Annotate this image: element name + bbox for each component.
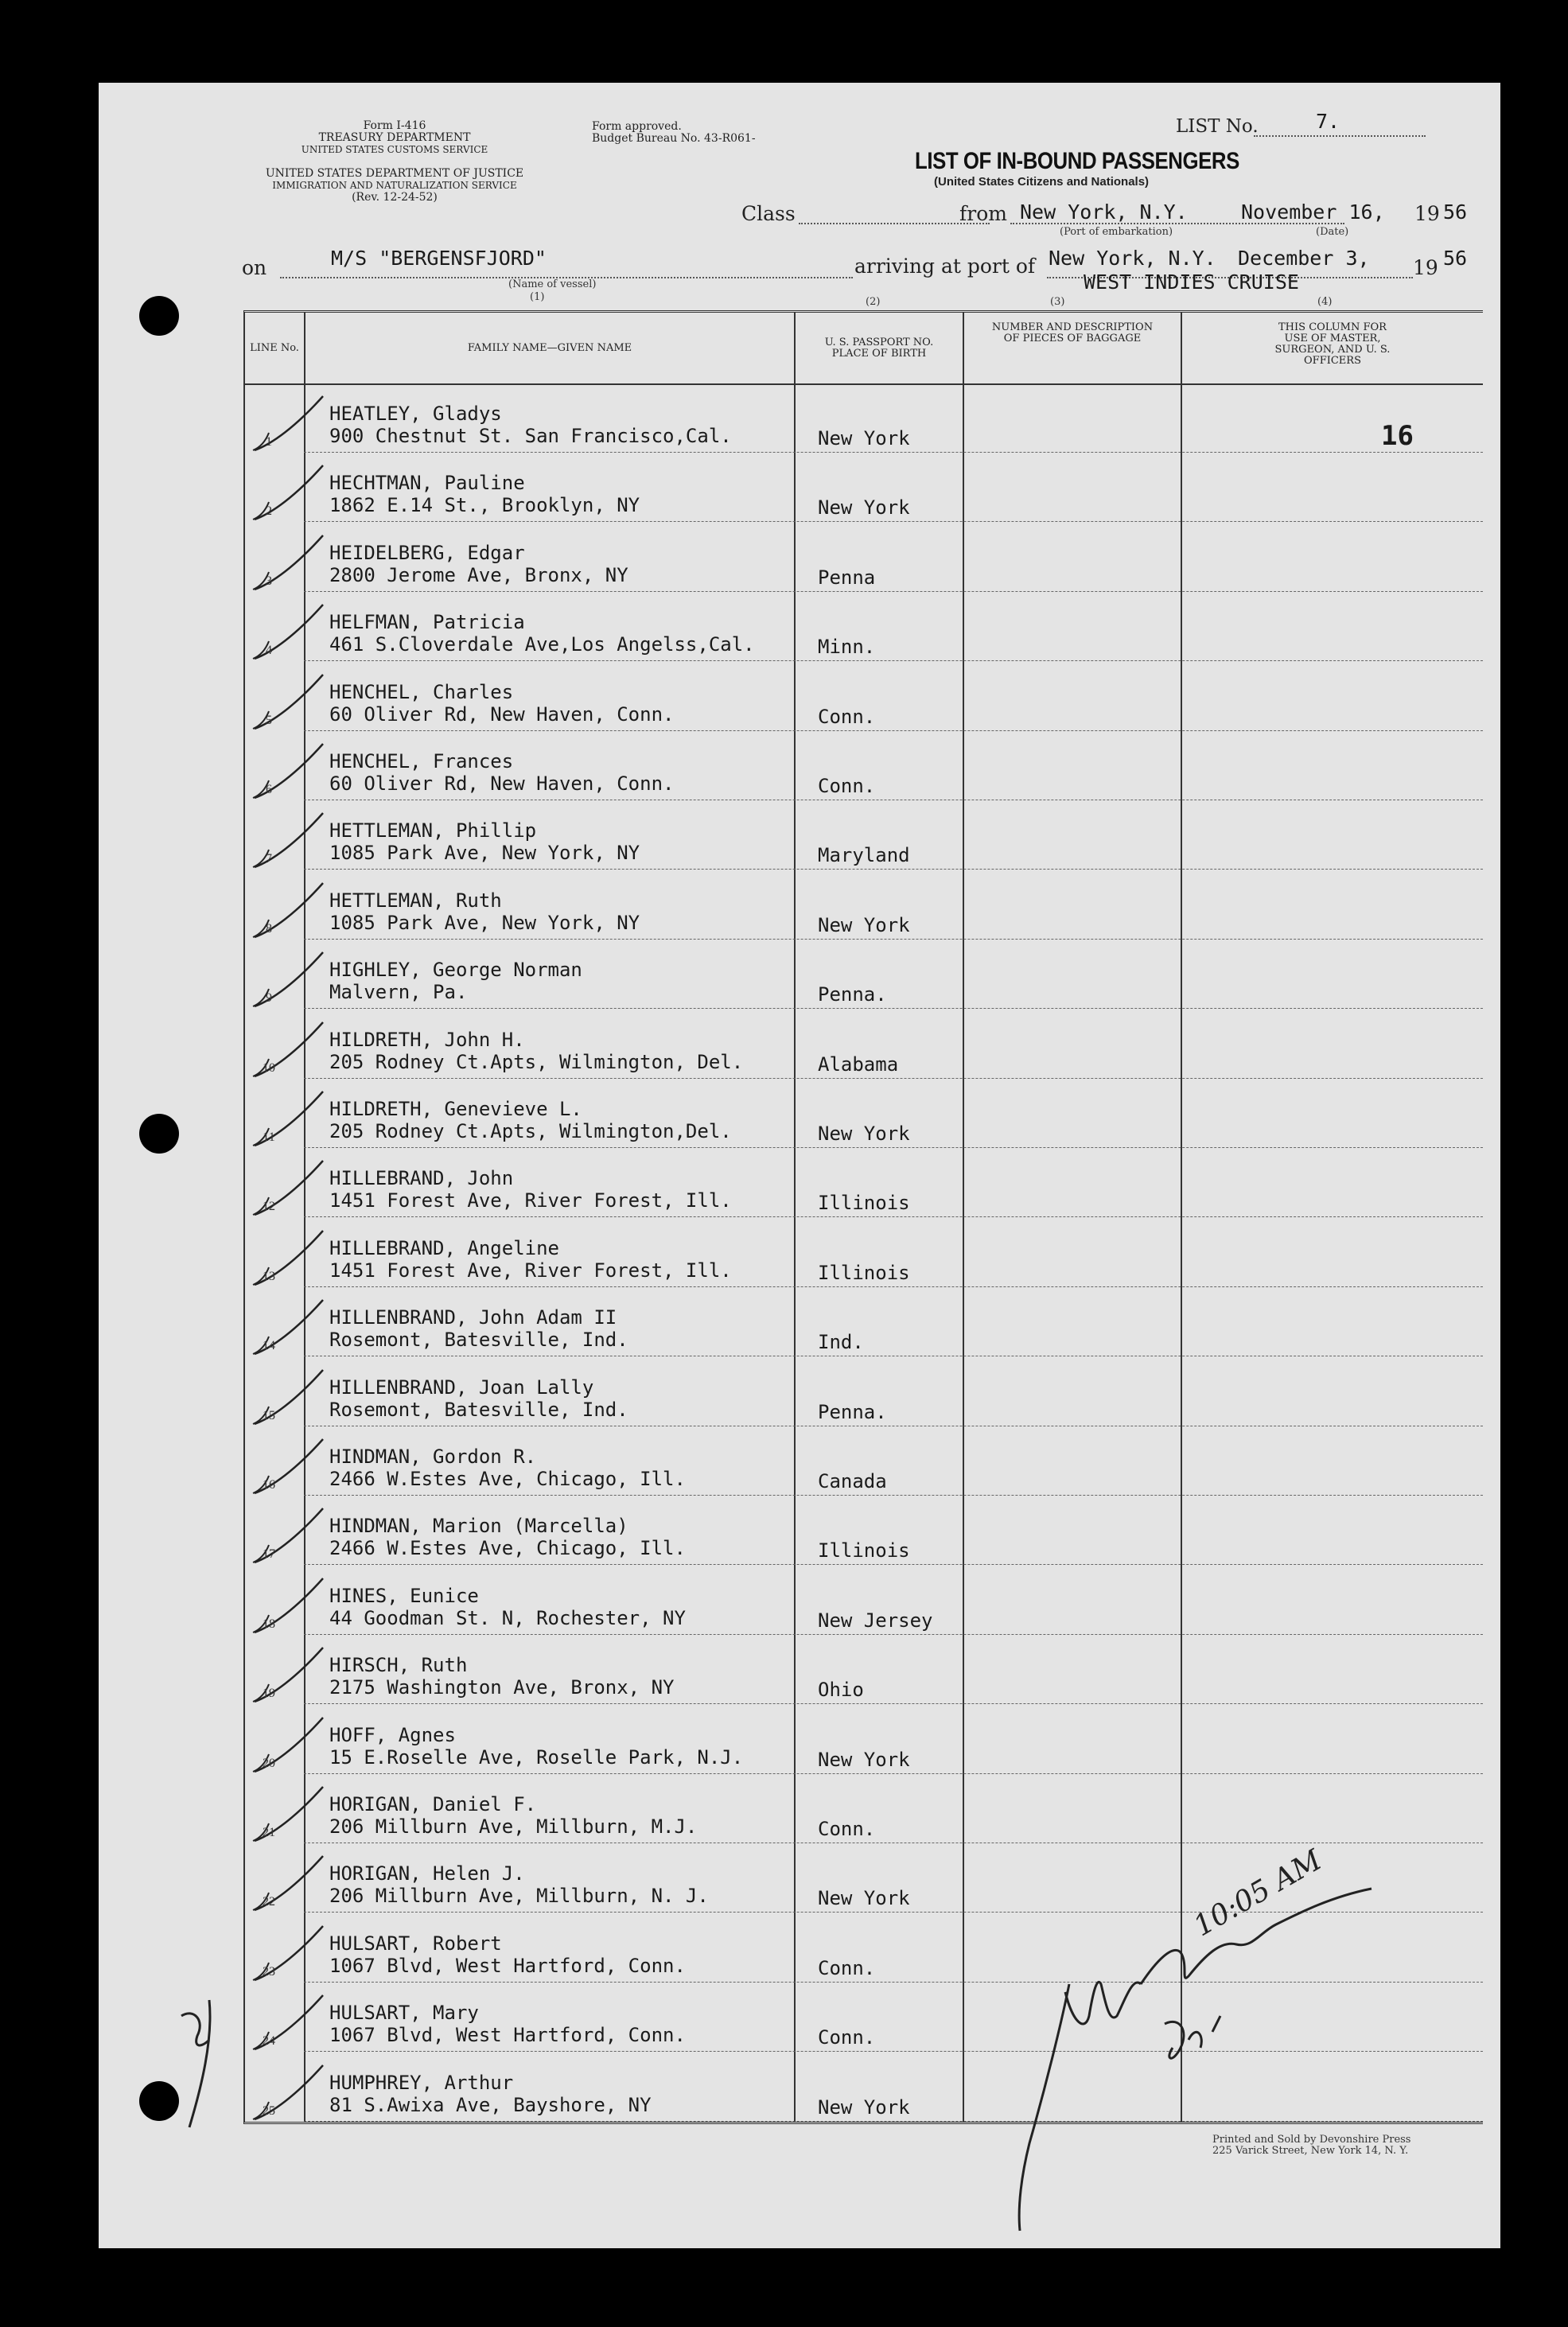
table-row [245,1705,1483,1774]
header-line-no: LINE No. [250,341,299,354]
passenger-name: HINDMAN, Marion (Marcella) [329,1515,628,1538]
passenger-name: HILDRETH, John H. [329,1028,525,1051]
passenger-address: Malvern, Pa. [329,981,468,1004]
place-of-birth: Conn. [818,1818,876,1840]
passenger-address: 205 Rodney Ct.Apts, Wilmington, Del. [329,1050,744,1073]
passenger-address: 461 S.Cloverdale Ave,Los Angelss,Cal. [329,633,755,656]
passenger-name: HENCHEL, Frances [329,750,514,772]
line-number: 4 [266,644,272,658]
line-number: 13 [263,1269,275,1283]
port-caption: (Port of embarkation) [1060,226,1173,238]
place-of-birth: New York [818,1123,910,1145]
passenger-name: HILDRETH, Genevieve L. [329,1098,582,1120]
passenger-name: HULSART, Robert [329,1932,502,1955]
place-of-birth: New York [818,2095,910,2119]
table-row [245,592,1483,661]
arrival-year: 56 [1443,247,1468,270]
place-of-birth: Conn. [818,2026,876,2049]
officer-note: 16 [1381,420,1414,452]
arrival-port: New York, N.Y. [1049,247,1216,270]
printer-line-2: 225 Varick Street, New York 14, N. Y. [1212,2145,1409,2157]
passenger-name: HORIGAN, Helen J. [329,1862,525,1885]
place-of-birth: Penna. [818,983,887,1006]
line-number: 8 [266,921,272,936]
line-number: 7 [266,852,272,866]
handwritten-time: 10:05 AM [1188,1843,1328,1944]
dept-immigration: IMMIGRATION AND NATURALIZATION SERVICE [272,180,517,191]
budget-bureau: Budget Bureau No. 43-R061- [592,132,756,145]
passenger-name: HETTLEMAN, Ruth [329,889,502,912]
passenger-address: 2466 W.Estes Ave, Chicago, Ill. [329,1537,686,1560]
dept-customs: UNITED STATES CUSTOMS SERVICE [301,144,488,155]
place-of-birth: Minn. [818,636,876,659]
column-number-1: (1) [530,291,545,303]
place-of-birth: New York [818,496,910,519]
passenger-name: HINDMAN, Gordon R. [329,1446,537,1468]
passenger-address: 1451 Forest Ave, River Forest, Ill. [329,1259,732,1282]
line-number: 24 [263,2034,275,2049]
list-number: 7. [1316,110,1340,133]
margin-mark [165,1992,237,2135]
passenger-address: 1451 Forest Ave, River Forest, Ill. [329,1189,732,1212]
column-number-3: (3) [1050,296,1065,308]
passenger-name: HILLENBRAND, Joan Lally [329,1376,594,1399]
table-row [245,523,1483,592]
passenger-name: HILLENBRAND, John Adam II [329,1306,617,1329]
dept-justice: UNITED STATES DEPARTMENT OF JUSTICE [265,167,524,180]
passenger-address: 60 Oliver Rd, New Haven, Conn. [329,702,675,726]
list-no-label: LIST No. [1176,116,1259,137]
line-number: 18 [263,1617,275,1631]
passenger-name: HILLEBRAND, John [329,1167,514,1190]
table-row [245,1496,1483,1565]
table-row [245,1566,1483,1635]
header-officers: THIS COLUMN FOR USE OF MASTER, SURGEON, AND U. S. OFFICERS [1274,321,1391,367]
place-of-birth: Ind. [818,1331,864,1354]
passenger-name: HENCHEL, Charles [329,680,514,703]
place-of-birth: Conn. [818,1956,876,1979]
embarkation-date: November 16, [1241,200,1385,224]
line-number: 15 [263,1408,275,1422]
punch-hole [139,1114,179,1154]
officer-signature [926,1785,1499,2248]
table-row [245,870,1483,940]
passenger-name: HORIGAN, Daniel F. [329,1793,537,1815]
passenger-address: 2800 Jerome Ave, Bronx, NY [329,563,628,586]
embarkation-year: 56 [1443,200,1468,224]
page-title: LIST OF IN-BOUND PASSENGERS [915,148,1239,174]
dept-treasury: TREASURY DEPARTMENT [318,131,471,144]
passenger-address: 44 Goodman St. N, Rochester, NY [329,1606,686,1629]
place-of-birth: New York [818,913,910,936]
port-of-embarkation: New York, N.Y. [1020,200,1188,224]
passenger-name: HULSART, Mary [329,2002,479,2025]
on-label: on [242,256,267,279]
passenger-name: HELFMAN, Patricia [329,611,525,634]
passenger-address: Rosemont, Batesville, Ind. [329,1329,628,1352]
line-number: 1 [266,435,272,449]
line-number: 21 [263,1826,275,1839]
table-row [245,383,1483,453]
table-row [245,453,1483,522]
line-number: 16 [263,1478,275,1492]
year-prefix-arrival: 19 [1413,256,1438,279]
vessel-name: M/S "BERGENSFJORD" [331,247,547,270]
place-of-birth: Conn. [818,775,876,797]
place-of-birth: Alabama [818,1053,899,1076]
passenger-address: 81 S.Awixa Ave, Bayshore, NY [329,2093,652,2116]
line-number: 10 [263,1060,275,1075]
line-number: 17 [263,1547,275,1562]
passenger-name: HINES, Eunice [329,1584,479,1607]
form-id: Form I-416 [363,119,426,132]
place-of-birth: Conn. [818,705,876,728]
passenger-name: HEIDELBERG, Edgar [329,541,525,564]
passenger-address: 206 Millburn Ave, Millburn, M.J. [329,1815,698,1838]
table-row [245,731,1483,800]
passenger-address: 60 Oliver Rd, New Haven, Conn. [329,772,675,795]
passenger-name: HIRSCH, Ruth [329,1654,468,1677]
vessel-caption: (Name of vessel) [508,278,597,290]
column-number-2: (2) [866,296,881,308]
printer-line-1: Printed and Sold by Devonshire Press [1212,2134,1411,2146]
passenger-address: 1085 Park Ave, New York, NY [329,842,640,865]
line-number: 14 [263,1339,275,1353]
table-row [245,1218,1483,1287]
place-of-birth: Maryland [818,844,910,867]
passenger-address: 1862 E.14 St., Brooklyn, NY [329,494,640,517]
passenger-address: 2466 W.Estes Ave, Chicago, Ill. [329,1468,686,1490]
line-number: 2 [266,504,272,519]
table-row [245,1148,1483,1217]
line-number: 5 [266,713,272,727]
passenger-address: 205 Rodney Ct.Apts, Wilmington,Del. [329,1120,732,1142]
passenger-address: 900 Chestnut St. San Francisco,Cal. [329,425,732,447]
page-subtitle: (United States Citizens and Nationals) [934,175,1150,189]
place-of-birth: New York [818,1887,910,1910]
table-row [245,1010,1483,1079]
passenger-address: 1085 Park Ave, New York, NY [329,911,640,934]
arrival-date: December 3, [1238,247,1370,270]
form-approved: Form approved. [592,120,682,133]
line-number: 11 [263,1130,275,1144]
table-row [245,1287,1483,1356]
passenger-name: HEATLEY, Gladys [329,403,502,425]
header-passport: U. S. PASSPORT NO. PLACE OF BIRTH [824,336,934,360]
place-of-birth: Penna. [818,1400,887,1423]
place-of-birth: New York [818,1748,910,1771]
place-of-birth: Canada [818,1470,887,1492]
form-revision: (Rev. 12-24-52) [352,191,438,204]
passenger-name: HILLEBRAND, Angeline [329,1236,559,1259]
passenger-address: 206 Millburn Ave, Millburn, N. J. [329,1885,709,1908]
passenger-name: HETTLEMAN, Phillip [329,819,537,842]
passenger-name: HUMPHREY, Arthur [329,2071,514,2094]
year-prefix: 19 [1414,202,1440,225]
table-row [245,1635,1483,1704]
date-caption: (Date) [1316,226,1349,238]
place-of-birth: Illinois [818,1192,910,1215]
passenger-address: 1067 Blvd, West Hartford, Conn. [329,2024,686,2047]
line-number: 20 [263,1756,275,1770]
passenger-name: HIGHLEY, George Norman [329,959,582,982]
line-number: 22 [263,1895,275,1909]
passenger-name: HOFF, Agnes [329,1723,456,1746]
line-number: 3 [266,574,272,588]
arriving-label: arriving at port of [854,255,1036,278]
table-row [245,800,1483,870]
line-number: 12 [263,1200,275,1214]
place-of-birth: New Jersey [818,1609,933,1632]
table-row [245,662,1483,731]
table-row [245,1357,1483,1426]
line-number: 6 [266,783,272,796]
manifest-page [99,83,1500,2248]
from-label: from [959,202,1007,225]
place-of-birth: Illinois [818,1539,910,1562]
line-number: 25 [263,2103,275,2118]
line-number: 9 [266,991,272,1006]
passenger-address: 1067 Blvd, West Hartford, Conn. [329,1954,686,1977]
table-row [245,1079,1483,1148]
passenger-address: 2175 Washington Ave, Bronx, NY [329,1676,675,1699]
passenger-address: Rosemont, Batesville, Ind. [329,1398,628,1421]
place-of-birth: Illinois [818,1261,910,1284]
table-row [245,1426,1483,1496]
place-of-birth: Penna [818,566,876,589]
table-row [245,940,1483,1009]
line-number: 19 [263,1687,275,1701]
punch-hole [139,296,179,336]
class-label: Class [741,202,796,225]
place-of-birth: Ohio [818,1679,864,1702]
header-baggage: NUMBER AND DESCRIPTION OF PIECES OF BAGGAGE [991,321,1154,344]
line-number: 23 [263,1964,275,1979]
column-number-4: (4) [1317,296,1333,308]
passenger-address: 15 E.Roselle Ave, Roselle Park, N.J. [329,1745,744,1769]
place-of-birth: New York [818,427,910,449]
cruise-name: WEST INDIES CRUISE [1084,270,1299,294]
passenger-name: HECHTMAN, Pauline [329,472,525,495]
header-name: FAMILY NAME—GIVEN NAME [467,341,632,354]
